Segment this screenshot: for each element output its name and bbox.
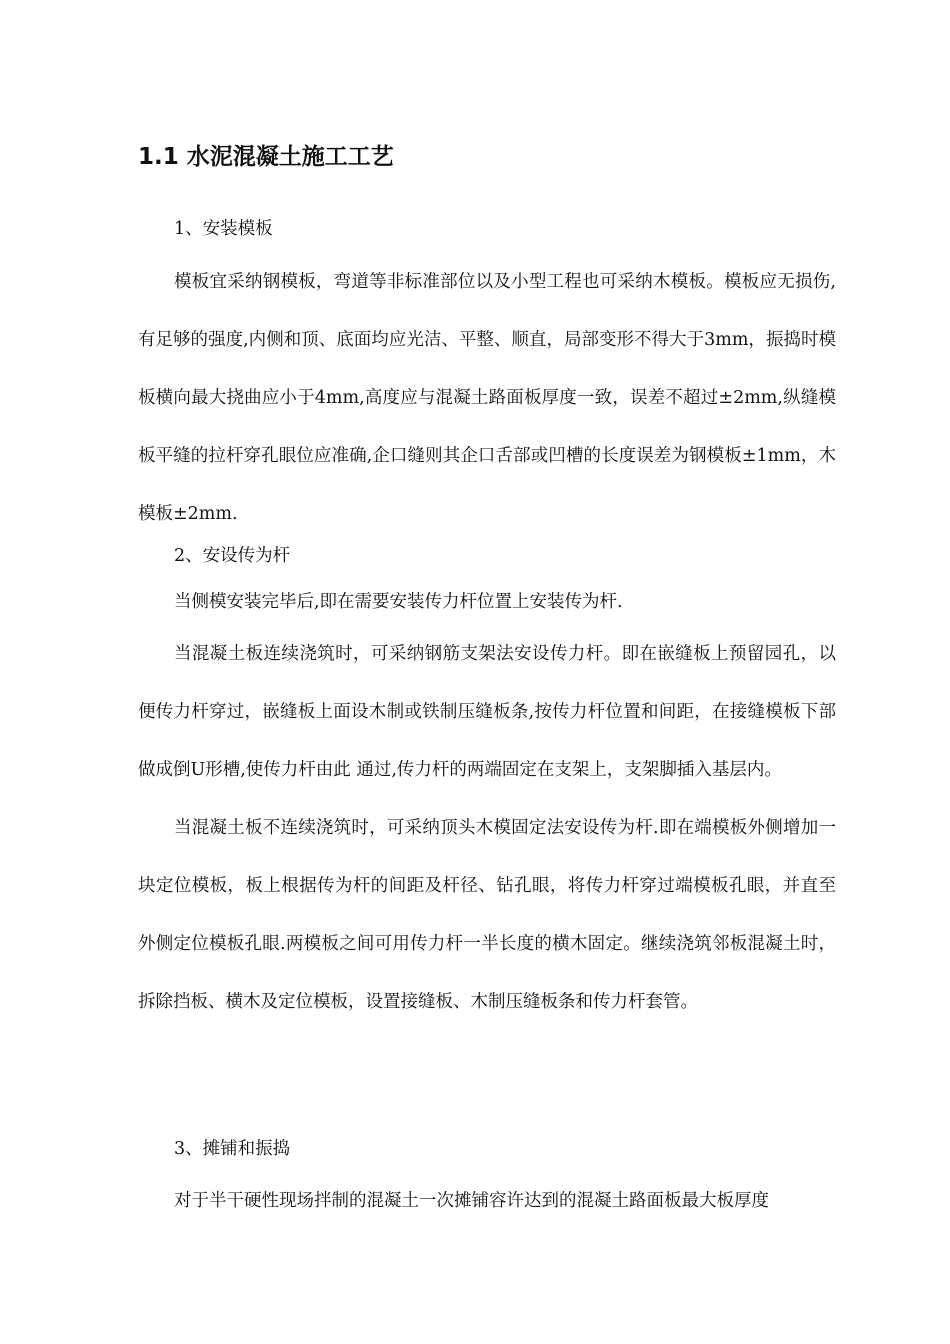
section-heading-1: 1、安装模板 xyxy=(174,219,273,239)
section-2 xyxy=(138,533,836,1031)
section-1 xyxy=(138,206,836,543)
paragraph-spreading: 对于半干硬性现场拌制的混凝土一次摊铺容许达到的混凝土路面板最大板厚度 xyxy=(174,1191,769,1211)
paragraph-dowel-install: 当侧模安装完毕后,即在需要安装传力杆位置上安装传为杆. xyxy=(174,592,623,612)
section-3 xyxy=(138,1126,836,1230)
document-title: 1.1 水泥混凝土施工工艺 xyxy=(138,144,394,170)
paragraph-continuous-pour: 当混凝土板连续浇筑时，可采纳钢筋支架法安设传力杆。即在嵌缝板上预留园孔，以便传力杆穿过，嵌缝板上面设木制或铁制压缝板条,按传力杆位置和间距，在接缝模板下部做成倒U形槽,使传力杆由此 通过,传力杆的两端固定在支架上，支架脚插入基层内。 xyxy=(138,644,836,780)
paragraph-template-requirements: 模板宜采纳钢模板，弯道等非标准部位以及小型工程也可采纳木模板。模板应无损伤,有足够的强度,内侧和顶、底面均应光洁、平整、顺直，局部变形不得大于3mm，振捣时模板横向最大挠曲应小于4mm,高度应与混凝土路面板厚度一致，误差不超过±2mm,纵缝模板平缝的拉杆穿孔眼位应准确,企口缝则其企口舌部或凹槽的长度误差为钢模板±1mm，木模板±2mm. xyxy=(138,272,836,524)
paragraph-discontinuous-pour: 当混凝土板不连续浇筑时，可采纳顶头木模固定法安设传为杆.即在端模板外侧增加一块定位模板，板上根据传为杆的间距及杆径、钻孔眼，将传力杆穿过端模板孔眼，并直至外侧定位模板孔眼.两模板之间可用传力杆一半长度的横木固定。继续浇筑邻板混凝土时，拆除挡板、横木及定位模板，设置接缝板、木制压缝板条和传力杆套管。 xyxy=(138,818,836,1012)
section-heading-3: 3、摊铺和振捣 xyxy=(174,1139,291,1159)
section-heading-2: 2、安设传为杆 xyxy=(174,546,291,566)
